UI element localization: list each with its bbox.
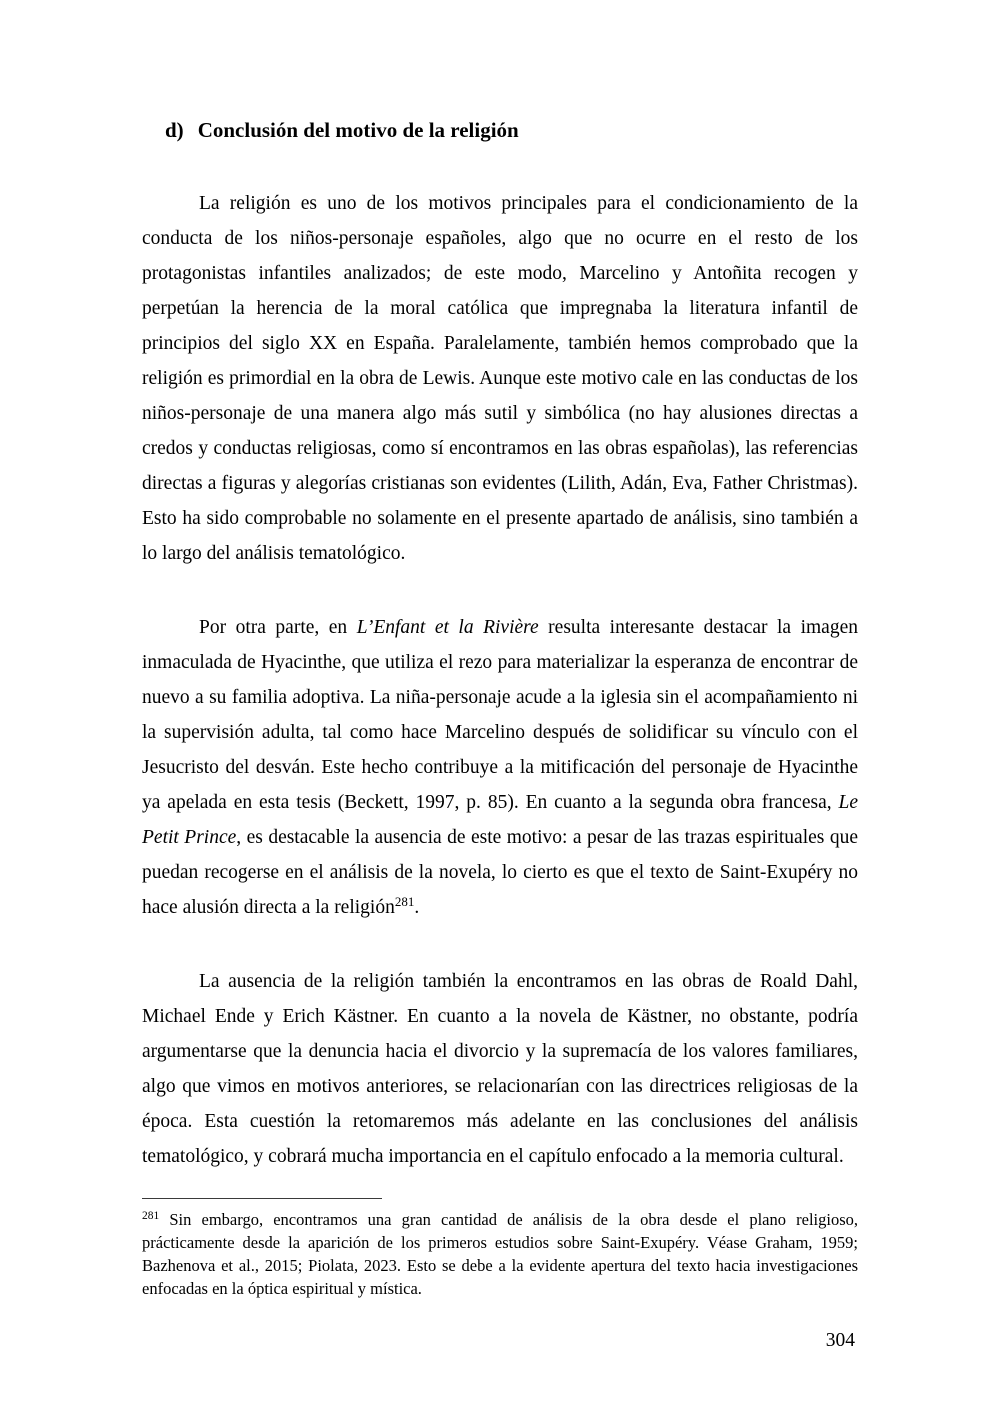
text-block xyxy=(142,116,858,1174)
text-segment: , es destacable la ausencia de este motivo: a pesar de las trazas espirituales que puedan recogerse en el análisis de la novela, lo cierto es que el texto de Saint-Exupéry no hace alusión directa a la religión xyxy=(142,827,858,918)
section-title: Conclusión del motivo de la religión xyxy=(197,118,519,142)
footnote-section xyxy=(142,1198,858,1300)
work-title-le-petit-prince: Le Petit Prince xyxy=(142,792,858,848)
footnote-separator-line xyxy=(142,1198,382,1199)
footnote-text: Sin embargo, encontramos una gran cantidad de análisis de la obra desde el plano religioso, prácticamente desde la aparición de los primeros estudios sobre Saint-Exupéry. Véase Graham, 1959; Bazhenova et al., 2015; Piolata, 2023. Esto se debe a la evidente apertura del texto hacia investigaciones enfocadas en la óptica espiritual y mística. xyxy=(142,1210,858,1298)
page-number: 304 xyxy=(825,1330,855,1351)
paragraph-2 xyxy=(142,610,858,925)
footnote-reference-281: 281 xyxy=(394,894,415,909)
section-marker: d) xyxy=(165,118,184,142)
section-heading xyxy=(165,116,858,144)
footnote-281 xyxy=(142,1208,858,1300)
paragraph-1: La religión es uno de los motivos principales para el condicionamiento de la conducta de los niños-personaje españoles, algo que no ocurre en el resto de los protagonistas infantiles analizados; de este modo, Marcelino y Antoñita recogen y perpetúan la herencia de la moral católica que impregnaba la literatura infantil de principios del siglo XX en España. Paralelamente, también hemos comprobado que la religión es primordial en la obra de Lewis. Aunque este motivo cale en las conductas de los niños-personaje de una manera algo más sutil y simbólica (no hay alusiones directas a credos y conductas religiosas, como sí encontramos en las obras españolas), las referencias directas a figuras y alegorías cristianas son evidentes (Lilith, Adán, Eva, Father Christmas). Esto ha sido comprobable no solamente en el presente apartado de análisis, sino también a lo largo del análisis tematológico. xyxy=(142,193,858,564)
text-segment: . xyxy=(414,897,420,918)
text-segment: Por otra parte, en xyxy=(199,617,357,638)
work-title-lenfant-et-la-riviere: L’Enfant et la Rivière xyxy=(356,617,539,638)
footnote-number: 281 xyxy=(142,1210,160,1222)
text-segment: resulta interesante destacar la imagen inmaculada de Hyacinthe, que utiliza el rezo para materializar la esperanza de encontrar de nuevo a su familia adoptiva. La niña-personaje acude a la iglesia sin el acompañamiento ni la supervisión adulta, tal como hace Marcelino después de solidificar su vínculo con el Jesucristo del desván. Este hecho contribuye a la mitificación del personaje de Hyacinthe ya apelada en esta tesis (Beckett, 1997, p. 85). En cuanto a la segunda obra francesa, xyxy=(142,617,858,813)
paragraph-3: La ausencia de la religión también la encontramos en las obras de Roald Dahl, Michael Ende y Erich Kästner. En cuanto a la novela de Kästner, no obstante, podría argumentarse que la denuncia hacia el divorcio y la supremacía de los valores familiares, algo que vimos en motivos anteriores, se relacionarían con las directrices religiosas de la época. Esta cuestión la retomaremos más adelante en las conclusiones del análisis tematológico, y cobrará mucha importancia en el capítulo enfocado a la memoria cultural. xyxy=(142,971,858,1167)
